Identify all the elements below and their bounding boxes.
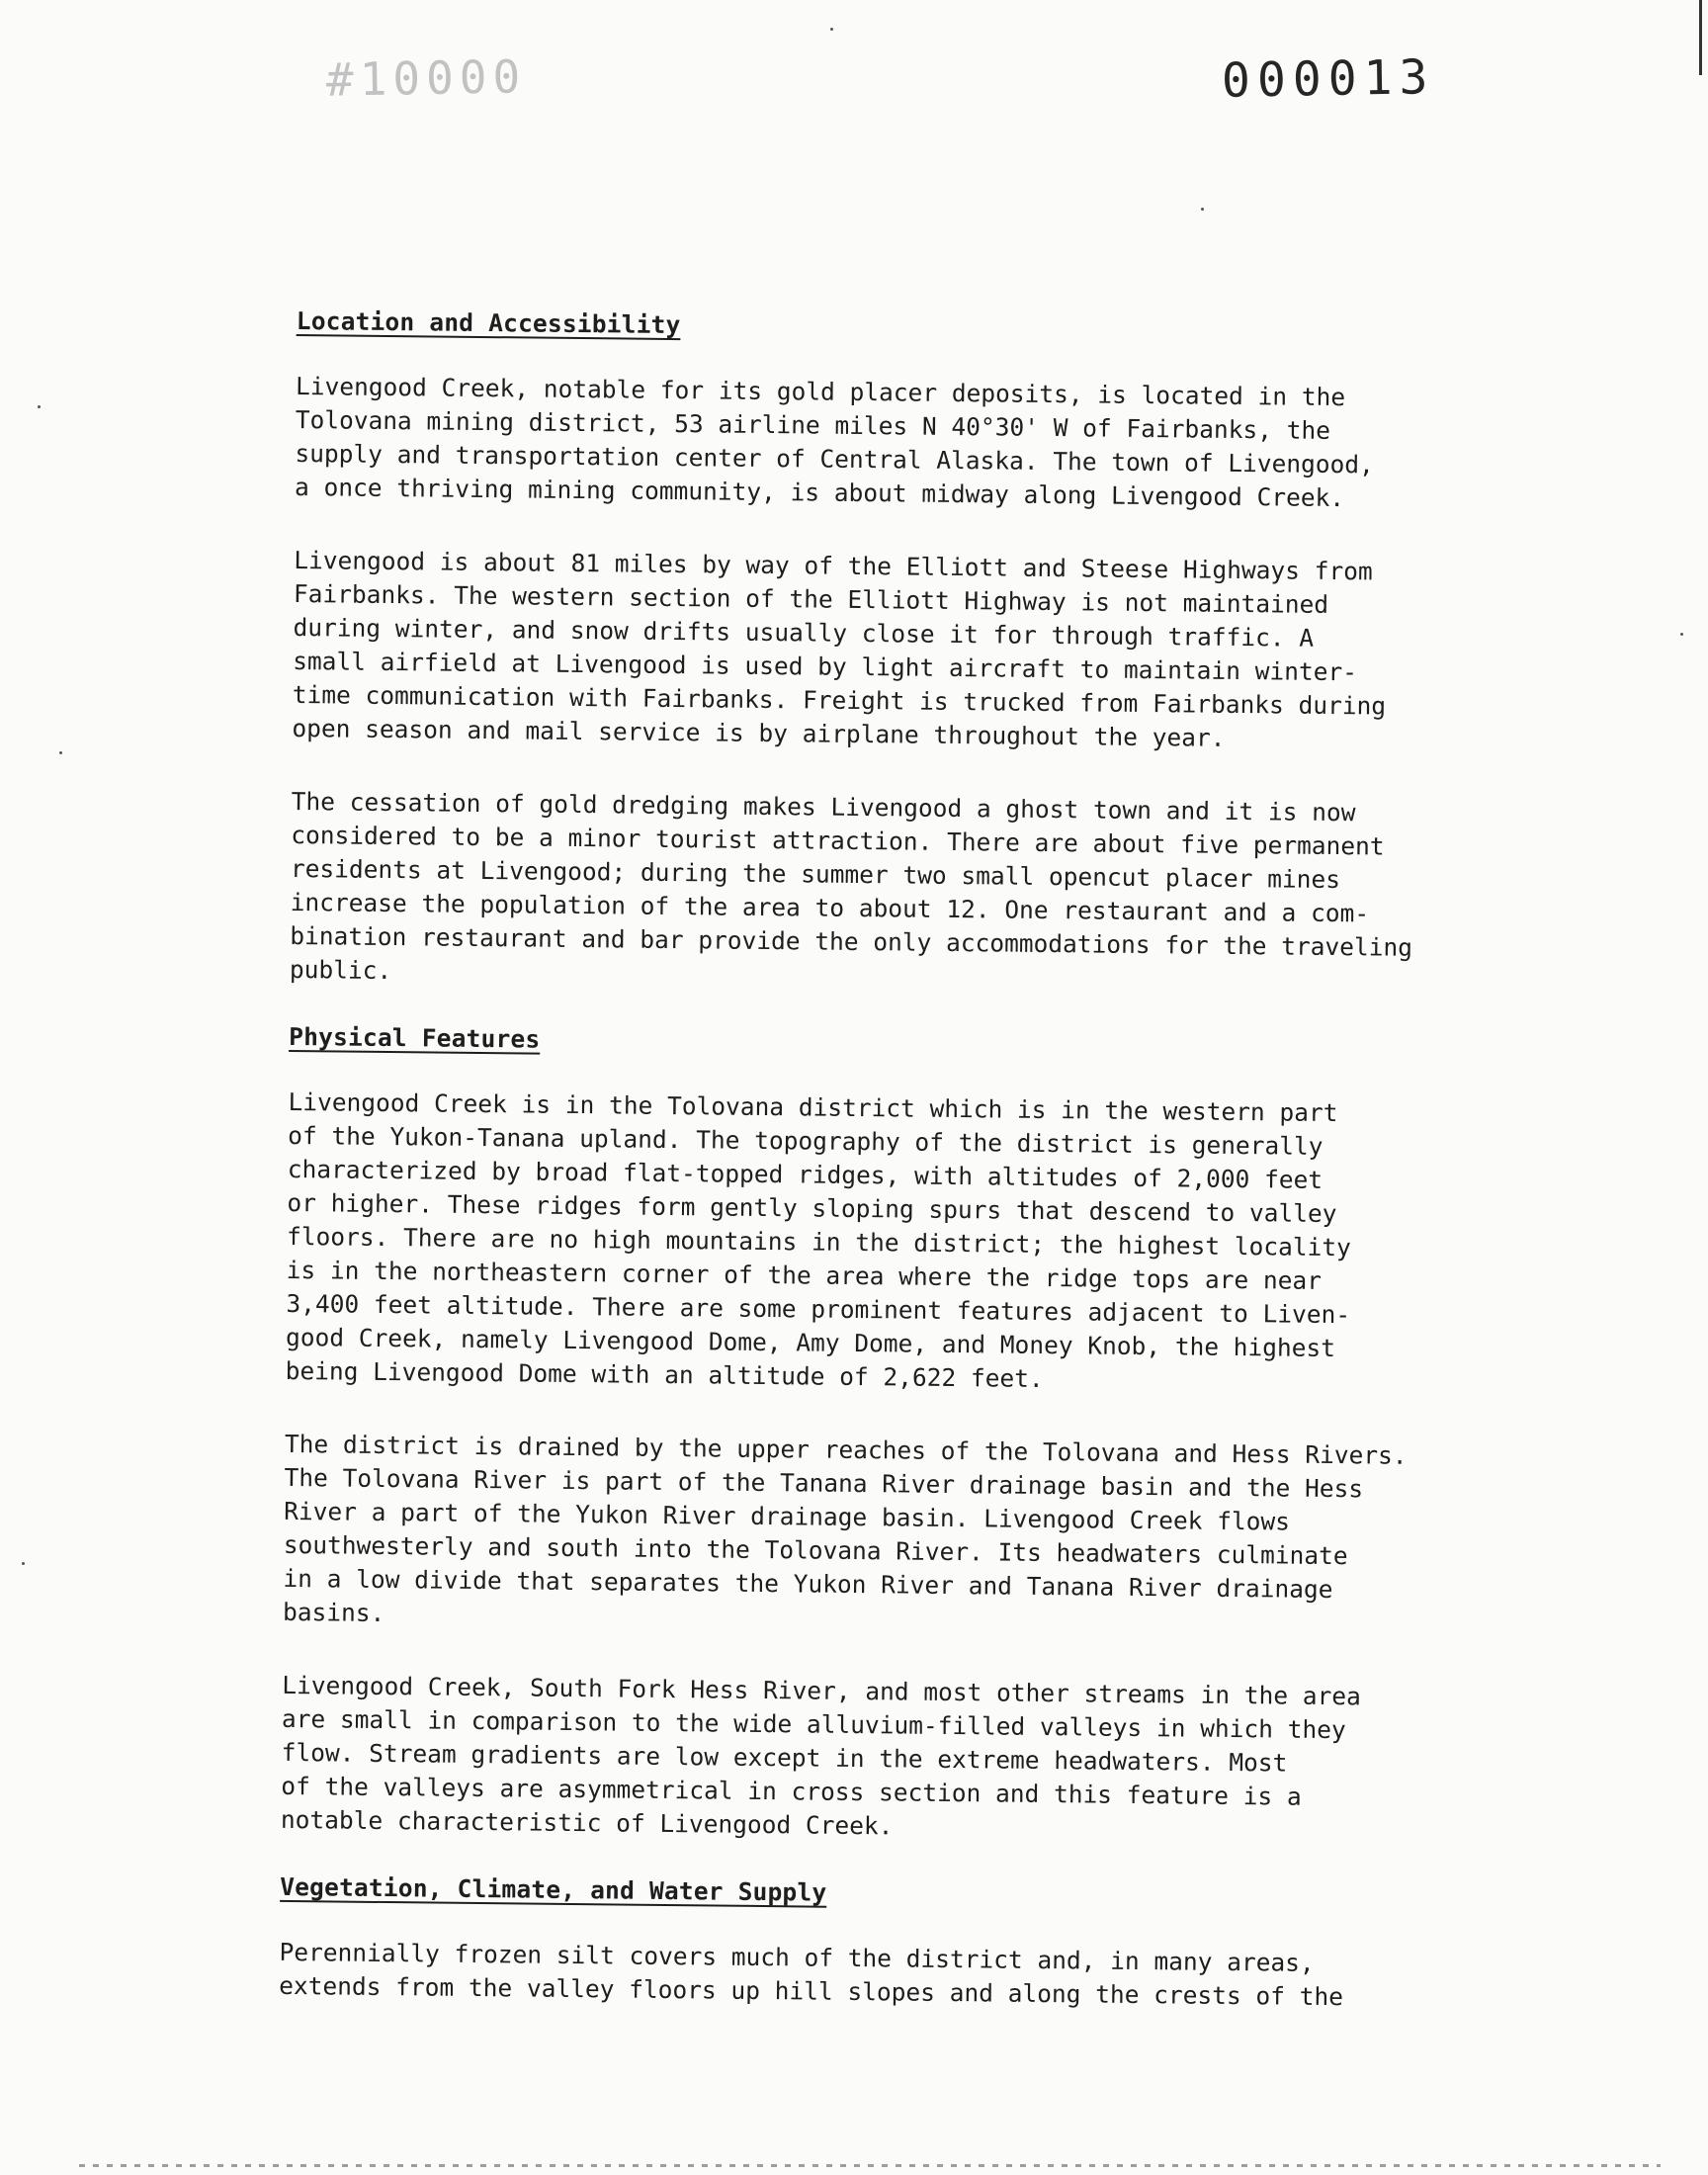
paragraph: The district is drained by the upper reaches of the Tolovana and Hess Rivers. The Tolovana River is part of the Tanana River drainage basin and the Hess River a part of the Yukon River drainage basin. Livengood Creek flows southwesterly and south into the Tolovana River. Its headwaters culminate in a low divide that separates the Yukon River and Tanana River drainage basins. xyxy=(282,1429,1408,1628)
section-location-accessibility xyxy=(290,304,1621,1000)
scan-speck xyxy=(830,28,833,31)
paragraph: Livengood Creek, South Fork Hess River, and most other streams in the area are small in comparison to the wide alluvium-filled valleys in which they flow. Stream gradients are low except in the extreme headwaters. Most of the valleys are asymmetrical in cross section and this feature is a notable characteristic of Livengood Creek. xyxy=(280,1670,1361,1841)
scan-speck xyxy=(22,1562,25,1565)
scan-speck xyxy=(1201,208,1204,211)
paragraph: Livengood is about 81 miles by way of the Elliott and Steese Highways from Fairbanks. The western section of the Elliott Highway is not maintained during winter, and snow drifts usually close it for through traffic. A small airfield at Livengood is used by light aircraft to maintain winter- time communication with Fairbanks. Freight is trucked from Fairbanks during open season and mail service is by airplane throughout the year. xyxy=(292,545,1387,752)
scan-edge-mark xyxy=(1699,0,1702,75)
faded-stamp-number: #10000 xyxy=(325,49,527,107)
section-heading: Vegetation, Climate, and Water Supply xyxy=(280,1871,827,1907)
page-number: 000013 xyxy=(1221,49,1435,109)
section-heading: Physical Features xyxy=(289,1021,541,1054)
document-body xyxy=(279,304,1621,2056)
paragraph: Perennially frozen silt covers much of the district and, in many areas, extends from the valley floors up hill slopes and along the crests of the xyxy=(279,1937,1344,2012)
paragraph: The cessation of gold dredging makes Livengood a ghost town and it is now considered to be a minor tourist attraction. There are about five permanent residents at Livengood; during the summer two small opencut placer mines increase the population of the area to about 12. One restaurant and a com- bination restaurant and bar provide the only accommodations for the traveling public. xyxy=(289,786,1413,986)
scan-speck xyxy=(38,405,41,408)
scan-speck xyxy=(59,751,62,754)
scan-bottom-edge xyxy=(79,2164,1661,2167)
section-physical-features xyxy=(281,1020,1614,1851)
section-vegetation-climate-water xyxy=(279,1870,1604,2017)
section-heading: Location and Accessibility xyxy=(296,305,681,340)
paragraph: Livengood Creek, notable for its gold placer deposits, is located in the Tolovana mining district, 53 airline miles N 40°30' W of Fairbanks, the supply and transportation center of Central Alaska. The town of Livengood, a once thriving mining community, is about midway along Livengood Creek. xyxy=(294,371,1375,513)
paragraph: Livengood Creek is in the Tolovana district which is in the western part of the Yukon-Tanana upland. The topography of the district is generally characterized by broad flat-topped ridges, with altitudes of 2,000 feet or higher. These ridges form gently sloping spurs that descend to valley floors. There are no high mountains in the district; the highest locality is in the northeastern corner of the area where the ridge tops are near 3,400 feet altitude. There are some prominent features adjacent to Liven- good Creek, namely Livengood Dome, Amy Dome, and Money Knob, the highest being Livengood Dome with an altitude of 2,622 feet. xyxy=(285,1087,1352,1393)
scan-speck xyxy=(1680,633,1683,636)
